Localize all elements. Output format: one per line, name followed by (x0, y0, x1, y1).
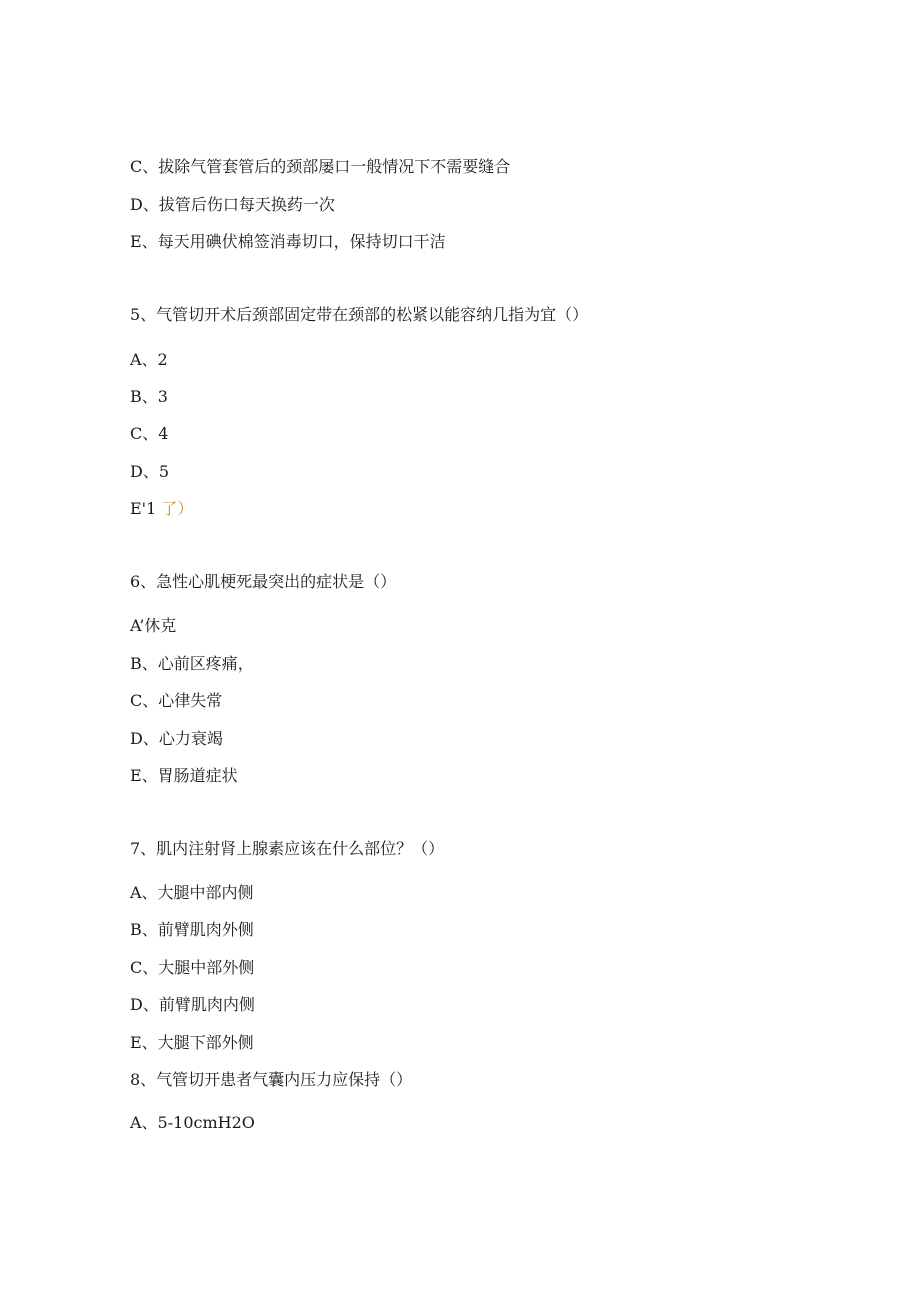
q7-option-e: E、大腿下部外侧 (130, 1033, 254, 1052)
q6-option-b: B、心前区疼痛， (130, 654, 254, 673)
q7-option-d: D、前臂肌肉内侧 (130, 995, 255, 1014)
q8-stem: 8、气管切开患者气囊内压力应保持（） (130, 1070, 413, 1089)
q6-option-c: C、心律失常 (130, 691, 223, 710)
q7-option-b: B、前臂肌肉外侧 (130, 920, 254, 939)
q7-option-c: C、大腿中部外侧 (130, 958, 255, 977)
q5-option-e-suffix: 了） (161, 499, 194, 518)
q7-option-a: A、大腿中部内侧 (130, 883, 254, 902)
q6-option-d: D、心力衰竭 (130, 729, 223, 748)
q5-option-a: A、2 (130, 350, 168, 369)
q6-option-a: A’休克 (130, 616, 177, 635)
q5-stem: 5、气管切开术后颈部固定带在颈部的松紧以能容纳几指为宜（） (130, 305, 589, 324)
q4-option-e: E、每天用碘伏棉签消毒切口，保持切口干洁 (130, 232, 446, 251)
q5-option-d: D、5 (130, 462, 170, 481)
q5-option-e-prefix: E'1 (130, 499, 157, 518)
q6-stem: 6、急性心肌梗死最突出的症状是（） (130, 572, 397, 591)
q8-option-a: A、5-10cmH2O (130, 1113, 255, 1132)
q7-stem: 7、肌内注射肾上腺素应该在什么部位？（） (130, 839, 445, 858)
q6-option-e: E、胃肠道症状 (130, 766, 238, 785)
q5-option-e (130, 499, 193, 519)
q5-option-c: C、4 (130, 424, 169, 443)
q5-option-b: B、3 (130, 387, 168, 406)
q4-option-d: D、拔管后伤口每天换药一次 (130, 195, 335, 214)
q4-option-c: C、拔除气管套管后的颈部屡口一般情况下不需要缝合 (130, 157, 511, 176)
